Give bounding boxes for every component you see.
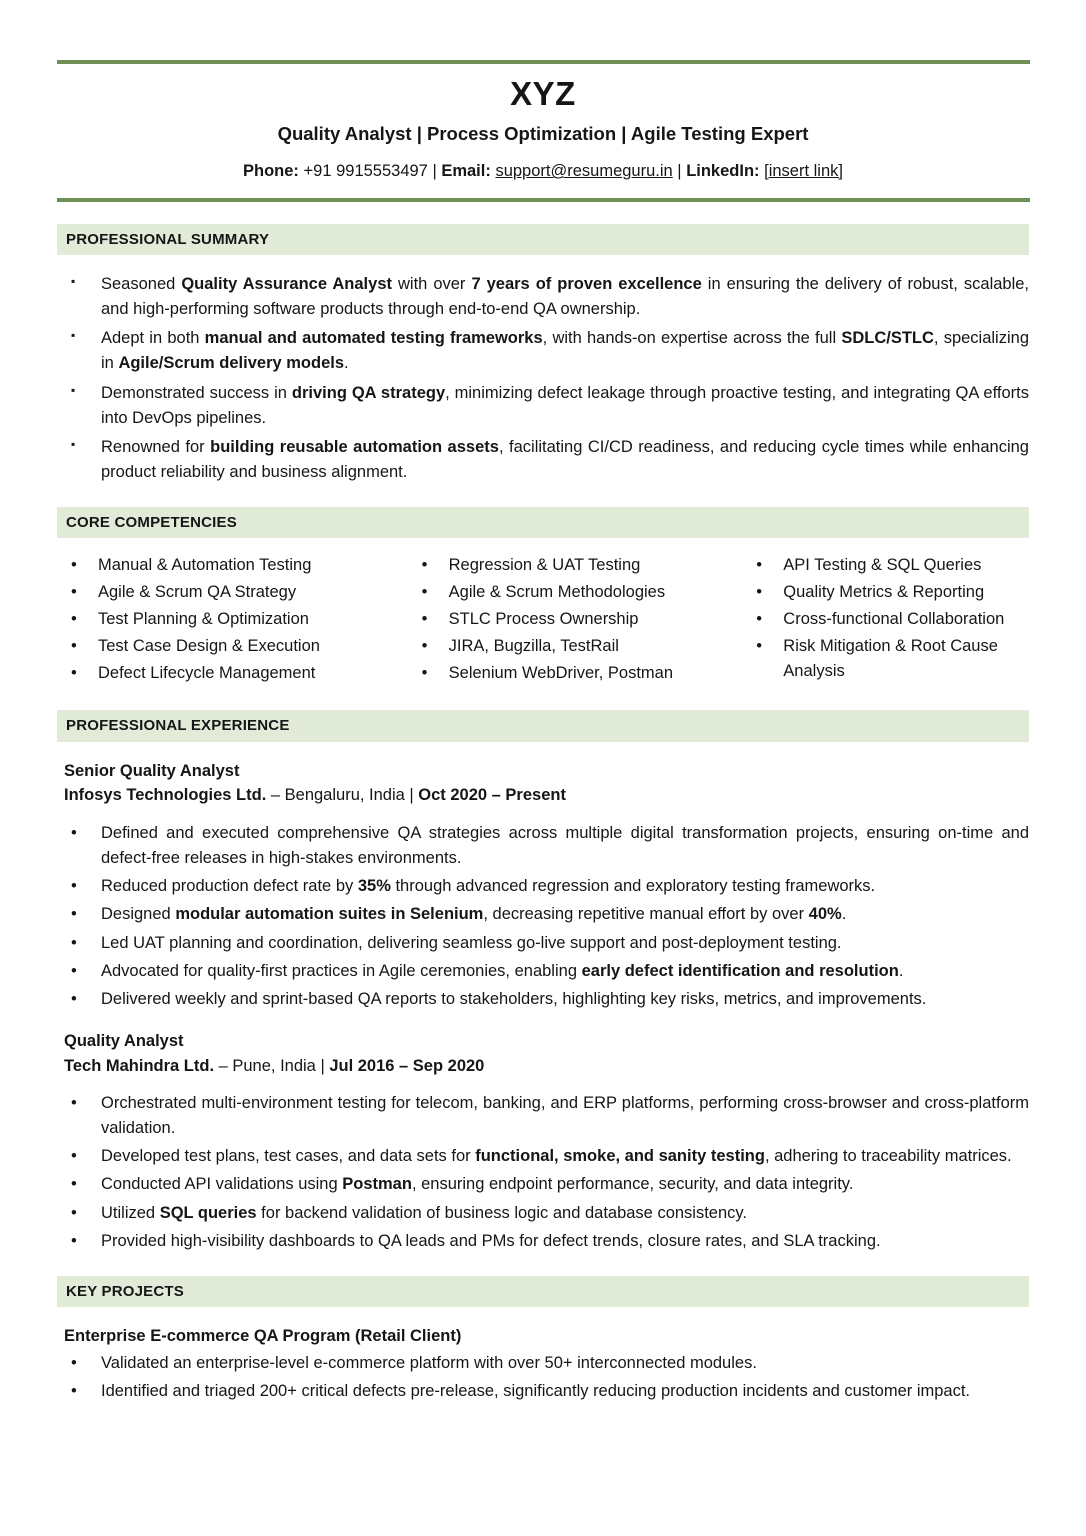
linkedin-link[interactable]: [insert link] (764, 162, 843, 181)
list-item (57, 1379, 1029, 1404)
round-bullet-icon: • (71, 664, 77, 683)
round-bullet-icon: • (421, 664, 428, 683)
competency-item (57, 553, 408, 578)
list-item (57, 987, 1029, 1012)
round-bullet-icon: • (421, 583, 428, 602)
body-text: , facilitating CI/CD readiness, and reducing cycle times while enhancing product reliability and business alignment. (101, 437, 1029, 481)
body-text: Conducted API validations using (101, 1175, 343, 1194)
round-bullet-icon: • (71, 1353, 77, 1372)
round-bullet-icon: • (71, 877, 77, 896)
linkedin-label: LinkedIn: (686, 162, 760, 181)
company-name: Infosys Technologies Ltd. (64, 786, 267, 805)
body-text: with over (392, 275, 472, 294)
list-item (57, 1351, 1029, 1376)
emphasis-text: manual and automated testing frameworks (204, 329, 543, 348)
competency-label: Agile & Scrum QA Strategy (98, 583, 297, 602)
body-text: , ensuring endpoint performance, security, and data integrity. (411, 1175, 854, 1194)
body-text: Demonstrated success in (101, 383, 292, 402)
emphasis-text: functional, smoke, and sanity testing (475, 1147, 765, 1166)
body-text: Defined and executed comprehensive QA strategies across multiple digital transformation projects, ensuring on-time and defect-free releases in high-stakes environments. (101, 824, 1029, 868)
competency-label: Selenium WebDriver, Postman (448, 664, 674, 683)
competency-label: Test Case Design & Execution (98, 637, 320, 656)
body-text: , decreasing repetitive manual effort by over (483, 905, 809, 924)
round-bullet-icon: • (71, 1094, 77, 1113)
job-dates: Jul 2016 – Sep 2020 (329, 1056, 485, 1075)
list-item (57, 902, 1029, 927)
round-bullet-icon: • (756, 610, 763, 629)
competency-item (742, 553, 1029, 578)
round-bullet-icon: • (71, 1203, 77, 1222)
competency-column (742, 553, 1029, 688)
round-bullet-icon: • (71, 1147, 77, 1166)
list-item (57, 1201, 1029, 1226)
competency-item (408, 607, 743, 632)
job-entry (57, 759, 1029, 1012)
competency-column (57, 553, 408, 688)
body-text: Adept in both (101, 329, 205, 348)
body-text: Advocated for quality-first practices in Agile ceremonies, enabling (101, 961, 582, 980)
round-bullet-icon: • (71, 610, 77, 629)
job-title: Senior Quality Analyst (64, 761, 240, 780)
round-bullet-icon: • (71, 933, 77, 952)
company-name: Tech Mahindra Ltd. (64, 1056, 215, 1075)
job-title: Quality Analyst (64, 1031, 184, 1050)
body-text: Identified and triaged 200+ critical defects pre-release, significantly reducing production incidents and customer impact. (101, 1381, 971, 1400)
square-bullet-icon: ▪ (71, 274, 76, 289)
job-location: – Pune, India | (214, 1056, 330, 1075)
phone-value: +91 9915553497 | (298, 162, 442, 181)
competency-label: Defect Lifecycle Management (98, 664, 316, 683)
body-text: Delivered weekly and sprint-based QA reports to stakeholders, highlighting key risks, metrics, and improvements. (101, 989, 927, 1008)
job-bullets (57, 1091, 1029, 1253)
body-text: . (344, 354, 349, 373)
competency-label: Regression & UAT Testing (448, 556, 641, 575)
body-text: Provided high-visibility dashboards to QA leads and PMs for defect trends, closure rates, and SLA tracking. (101, 1231, 881, 1250)
list-item (57, 821, 1029, 871)
phone-label: Phone: (243, 162, 299, 181)
emphasis-text: SDLC/STLC (841, 329, 934, 348)
round-bullet-icon: • (71, 1231, 77, 1250)
body-text: Seasoned (101, 275, 182, 294)
competency-label: Cross-functional Collaboration (783, 610, 1005, 629)
list-item (57, 381, 1029, 431)
body-text: Validated an enterprise-level e-commerce platform with over 50+ interconnected modules. (101, 1353, 757, 1372)
round-bullet-icon: • (421, 637, 428, 656)
list-item (57, 326, 1029, 376)
project-title: Enterprise E-commerce QA Program (Retail Client) (64, 1326, 462, 1345)
round-bullet-icon: • (756, 556, 763, 575)
email-label: Email: (441, 162, 491, 181)
competency-item (57, 580, 408, 605)
round-bullet-icon: • (71, 1175, 77, 1194)
project-bullets (57, 1351, 1029, 1404)
round-bullet-icon: • (756, 583, 763, 602)
competency-label: Quality Metrics & Reporting (783, 583, 985, 602)
competency-item (742, 580, 1029, 605)
list-item (57, 931, 1029, 956)
body-text: , minimizing defect leakage through proactive testing, and integrating QA efforts into DevOps pipelines. (101, 383, 1029, 427)
competency-label: JIRA, Bugzilla, TestRail (448, 637, 619, 656)
summary-list (57, 272, 1029, 485)
emphasis-text: SQL queries (159, 1203, 257, 1222)
job-dates: Oct 2020 – Present (418, 786, 566, 805)
job-location: – Bengaluru, India | (266, 786, 419, 805)
competencies-columns (57, 553, 1029, 688)
header-bottom-rule (57, 198, 1030, 202)
emphasis-text: Quality Assurance Analyst (181, 275, 392, 294)
body-text: in ensuring the delivery of robust, scalable, and high-performing software products through end-to-end QA ownership. (101, 275, 1030, 319)
round-bullet-icon: • (71, 824, 77, 843)
list-item (57, 1144, 1029, 1169)
projects-list (57, 1324, 1029, 1404)
competency-item (742, 607, 1029, 632)
body-text: through advanced regression and exploratory testing frameworks. (390, 877, 876, 896)
separator-1: | (672, 162, 687, 181)
body-text: for backend validation of business logic and database consistency. (256, 1203, 748, 1222)
candidate-tagline: Quality Analyst | Process Optimization | Agile Testing Expert (277, 122, 809, 144)
square-bullet-icon: ▪ (71, 382, 76, 397)
list-item (57, 435, 1029, 485)
section-heading-experience: PROFESSIONAL EXPERIENCE (57, 710, 1029, 741)
round-bullet-icon: • (71, 583, 77, 602)
round-bullet-icon: • (756, 637, 763, 656)
competency-item (57, 634, 408, 659)
competency-item (57, 661, 408, 686)
competency-label: Agile & Scrum Methodologies (448, 583, 666, 602)
job-bullets (57, 821, 1029, 1012)
body-text: . (841, 905, 847, 924)
body-text: Renowned for (101, 437, 211, 456)
competency-item (742, 634, 1029, 684)
round-bullet-icon: • (71, 905, 77, 924)
competency-item (57, 607, 408, 632)
round-bullet-icon: • (71, 1381, 77, 1400)
list-item (57, 1229, 1029, 1254)
emphasis-text: 7 years of proven excellence (471, 275, 702, 294)
email-link[interactable]: support@resumeguru.in (495, 162, 673, 181)
competency-label: Risk Mitigation & Root Cause Analysis (783, 637, 998, 681)
candidate-name: XYZ (510, 75, 576, 112)
round-bullet-icon: • (71, 556, 77, 575)
competency-item (408, 661, 743, 686)
emphasis-text: modular automation suites in Selenium (175, 905, 484, 924)
competency-label: Test Planning & Optimization (98, 610, 309, 629)
competency-item (408, 553, 743, 578)
body-text: Utilized (101, 1203, 160, 1222)
experience-list (57, 759, 1029, 1254)
competency-column (408, 553, 743, 688)
emphasis-text: Agile/Scrum delivery models (118, 354, 345, 373)
emphasis-text: driving QA strategy (291, 383, 446, 402)
body-text: Developed test plans, test cases, and data sets for (101, 1147, 476, 1166)
list-item (57, 1091, 1029, 1141)
body-text: Reduced production defect rate by (101, 877, 358, 896)
round-bullet-icon: • (421, 556, 428, 575)
section-heading-projects: KEY PROJECTS (57, 1276, 1029, 1307)
contact-line (57, 162, 1029, 186)
emphasis-text: early defect identification and resolution (581, 961, 899, 980)
job-meta (57, 783, 1029, 808)
square-bullet-icon: ▪ (71, 328, 76, 343)
section-heading-competencies: CORE COMPETENCIES (57, 507, 1029, 538)
competency-label: API Testing & SQL Queries (783, 556, 982, 575)
round-bullet-icon: • (71, 961, 77, 980)
round-bullet-icon: • (71, 637, 77, 656)
list-item (57, 1172, 1029, 1197)
job-meta (57, 1054, 1029, 1079)
body-text: . (898, 961, 904, 980)
body-text: Led UAT planning and coordination, delivering seamless go-live support and post-deployment testing. (101, 933, 842, 952)
body-text: , specializing in (101, 329, 1029, 373)
project-entry (57, 1324, 1029, 1404)
body-text: Designed (101, 905, 176, 924)
emphasis-text: building reusable automation assets (210, 437, 499, 456)
section-heading-summary: PROFESSIONAL SUMMARY (57, 224, 1029, 255)
list-item (57, 874, 1029, 899)
round-bullet-icon: • (71, 989, 77, 1008)
resume-header (57, 60, 1029, 202)
emphasis-text: 35% (357, 877, 391, 896)
emphasis-text: Postman (342, 1175, 412, 1194)
list-item (57, 272, 1029, 322)
body-text: , adhering to traceability matrices. (764, 1147, 1012, 1166)
list-item (57, 959, 1029, 984)
competency-label: STLC Process Ownership (448, 610, 639, 629)
body-text: , with hands-on expertise across the full (542, 329, 842, 348)
job-entry (57, 1029, 1029, 1254)
body-text: Orchestrated multi-environment testing for telecom, banking, and ERP platforms, performing cross-browser and cross-platform validation. (101, 1094, 1029, 1138)
round-bullet-icon: • (421, 610, 428, 629)
emphasis-text: 40% (808, 905, 842, 924)
competency-item (408, 634, 743, 659)
competency-label: Manual & Automation Testing (98, 556, 312, 575)
square-bullet-icon: ▪ (71, 436, 76, 451)
competency-item (408, 580, 743, 605)
